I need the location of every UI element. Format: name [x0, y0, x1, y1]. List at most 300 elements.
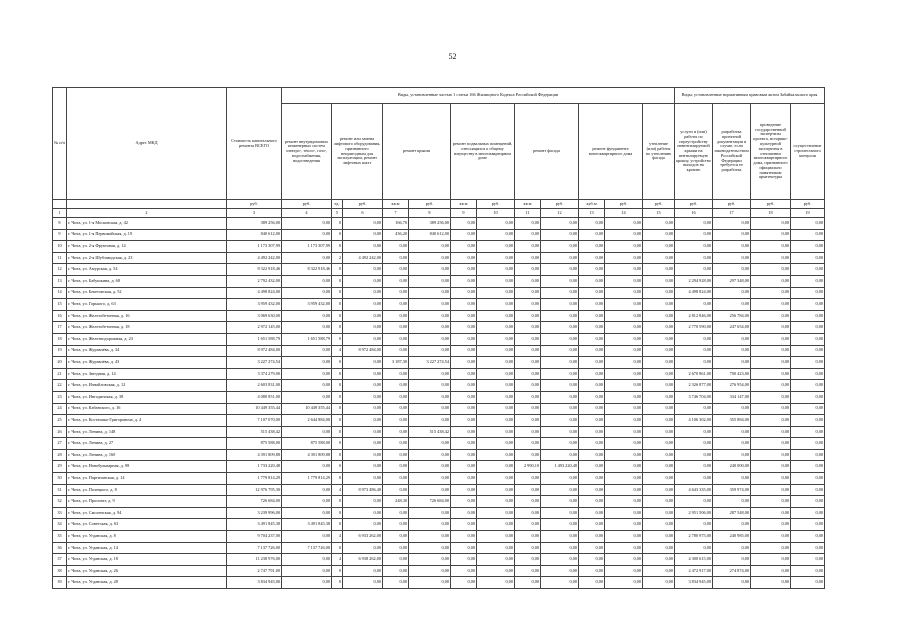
row-value: 0,00 [579, 461, 605, 473]
row-value: 0,00 [751, 461, 791, 473]
row-value: 0,00 [409, 484, 451, 496]
column-number: 18 [751, 209, 791, 218]
row-value: 4 643 335,00 [675, 484, 713, 496]
row-value: 0,00 [343, 507, 383, 519]
row-value: 0,00 [409, 531, 451, 543]
row-value: 0,00 [751, 357, 791, 369]
row-value: 0,00 [409, 252, 451, 264]
row-value: 0,00 [343, 275, 383, 287]
row-value: 0,00 [383, 275, 409, 287]
row-value: 0,00 [791, 368, 825, 380]
row-value: 0,00 [383, 368, 409, 380]
row-address: г. Чита, ул. Бекетовская, д. 52 [67, 287, 227, 299]
row-value: 0,00 [605, 275, 643, 287]
row-value: 0,00 [515, 252, 541, 264]
row-value: 0,00 [751, 415, 791, 427]
row-value: 0,00 [451, 461, 477, 473]
row-value: 0,00 [477, 403, 515, 415]
table-row [53, 542, 825, 554]
row-value: 8 973 486,40 [343, 484, 383, 496]
row-value: 0,00 [751, 426, 791, 438]
row-value: 0,00 [751, 577, 791, 589]
row-value: 0,00 [451, 322, 477, 334]
table-row [53, 368, 825, 380]
row-value: 0,00 [541, 391, 579, 403]
column-number: 10 [477, 209, 515, 218]
row-value: 0,00 [541, 449, 579, 461]
column-number: 12 [541, 209, 579, 218]
row-value: 0 [332, 426, 343, 438]
row-value: 0,00 [791, 299, 825, 311]
row-address: г. Чита, ул. Бабушкина, д. 68 [67, 275, 227, 287]
row-value: 0 [332, 264, 343, 276]
unit-label: руб. [227, 200, 282, 209]
row-value: 0,00 [541, 577, 579, 589]
row-value: 0,00 [541, 438, 579, 450]
row-number: 13 [53, 275, 67, 287]
header-group-federal: Виды, установленные частью 1 статьи 166 Жилищного Кодекса Российской Федерации [282, 88, 675, 104]
row-value: 1 733 220,48 [227, 461, 282, 473]
row-value: 0,00 [713, 554, 751, 566]
row-value: 0,00 [541, 275, 579, 287]
unit-label: руб. [541, 200, 579, 209]
row-value: 7 137 726,00 [282, 542, 332, 554]
row-value: 0,00 [541, 357, 579, 369]
row-value: 0,00 [383, 252, 409, 264]
row-value: 0,00 [477, 357, 515, 369]
row-value: 0,00 [282, 357, 332, 369]
row-value: 0 [332, 310, 343, 322]
row-value: 0,00 [515, 229, 541, 241]
row-value: 0,00 [282, 554, 332, 566]
row-value: 0,00 [579, 484, 605, 496]
row-number: 10 [53, 241, 67, 253]
header-address: Адрес МКД [67, 88, 227, 200]
row-number: 36 [53, 542, 67, 554]
row-number: 18 [53, 333, 67, 345]
row-value: 0,00 [791, 322, 825, 334]
column-number: 5 [332, 209, 343, 218]
row-value: 0,00 [409, 554, 451, 566]
row-value: 0,00 [383, 519, 409, 531]
row-value: 0,00 [383, 380, 409, 392]
row-value: 0,00 [713, 438, 751, 450]
row-value: 389 256,00 [227, 218, 282, 230]
row-value: 0,00 [409, 310, 451, 322]
row-value: 0,00 [751, 345, 791, 357]
row-value: 0,00 [675, 426, 713, 438]
row-value: 0,00 [751, 438, 791, 450]
row-value: 0,00 [451, 565, 477, 577]
row-value: 0,00 [579, 380, 605, 392]
row-value: 0,00 [713, 241, 751, 253]
row-value: 0,00 [477, 449, 515, 461]
row-value: 0,00 [383, 322, 409, 334]
row-value: 0,00 [791, 484, 825, 496]
row-value: 0,00 [541, 218, 579, 230]
row-value: 0 [332, 391, 343, 403]
units-cell-empty [67, 200, 227, 209]
row-value: 3 239 996,00 [227, 507, 282, 519]
row-value: 0,00 [751, 368, 791, 380]
row-value: 0,00 [579, 519, 605, 531]
row-value: 0,00 [791, 507, 825, 519]
header-elevator: ремонт или замена лифтового оборудования, признанного непригодным для эксплуатации, ремонт лифтовых шахт [332, 104, 383, 200]
row-value: 274 874,00 [713, 565, 751, 577]
row-value: 0,00 [675, 333, 713, 345]
row-value: 3 187,30 [383, 357, 409, 369]
row-value: 0,00 [515, 403, 541, 415]
row-value: 0,00 [579, 287, 605, 299]
row-value: 726 684,00 [409, 496, 451, 508]
row-value: 0,00 [751, 542, 791, 554]
row-value: 3 227 274,54 [227, 357, 282, 369]
row-value: 0,00 [713, 473, 751, 485]
table-row [53, 473, 825, 485]
row-value: 0,00 [477, 368, 515, 380]
row-value: 0,00 [791, 426, 825, 438]
row-value: 0,00 [282, 229, 332, 241]
row-value: 0,00 [541, 484, 579, 496]
column-number: 6 [343, 209, 383, 218]
row-value: 0,00 [579, 577, 605, 589]
row-value: 3 227 274,54 [409, 357, 451, 369]
row-value: 2 770 590,00 [675, 322, 713, 334]
row-value: 0,00 [751, 264, 791, 276]
row-value: 0,00 [579, 531, 605, 543]
row-value: 0,00 [675, 449, 713, 461]
row-address: г. Чита, ул. Угданская, д. 14 [67, 542, 227, 554]
header-pitched-roof: услуги и (или) работы по переустройству невентилируемой крыши на вентилируемую крышу, устройство выходов на кровлю [675, 104, 713, 200]
row-value: 0,00 [409, 287, 451, 299]
row-value: 0,00 [791, 531, 825, 543]
row-value: 0,00 [605, 229, 643, 241]
row-value: 0 [332, 229, 343, 241]
row-number: 26 [53, 426, 67, 438]
row-value: 0,00 [579, 554, 605, 566]
row-value: 2 670 861,00 [675, 368, 713, 380]
row-value: 0,00 [675, 299, 713, 311]
row-value: 0,00 [791, 229, 825, 241]
row-value: 0,00 [791, 449, 825, 461]
row-number: 14 [53, 287, 67, 299]
row-address: г. Чита, ул. Железобетонная, д. 16 [67, 310, 227, 322]
row-value: 0,00 [605, 391, 643, 403]
row-value: 0,00 [409, 391, 451, 403]
row-number: 39 [53, 577, 67, 589]
row-value: 0,00 [383, 565, 409, 577]
row-value: 0,00 [751, 531, 791, 543]
row-value: 0,00 [579, 310, 605, 322]
row-value: 0,00 [477, 507, 515, 519]
row-value: 0 [332, 357, 343, 369]
row-value: 875 588,00 [227, 438, 282, 450]
row-value: 4 [332, 345, 343, 357]
table-row [53, 218, 825, 230]
row-value: 0,00 [477, 310, 515, 322]
row-value: 0,00 [643, 496, 675, 508]
row-value: 4 391 809,88 [282, 449, 332, 461]
row-value: 0,00 [282, 252, 332, 264]
row-value: 0,00 [643, 461, 675, 473]
row-value: 0,00 [791, 415, 825, 427]
row-number: 37 [53, 554, 67, 566]
row-value: 0,00 [451, 496, 477, 508]
row-value: 0,00 [751, 449, 791, 461]
row-number: 12 [53, 264, 67, 276]
row-value: 0,00 [409, 345, 451, 357]
row-number: 29 [53, 461, 67, 473]
row-value: 0,00 [343, 310, 383, 322]
row-value: 0,00 [477, 519, 515, 531]
row-value: 0,00 [383, 299, 409, 311]
row-value: 0,00 [409, 333, 451, 345]
row-value: 0,00 [541, 507, 579, 519]
row-address: г. Чита, ул. Партизанская, д. 14 [67, 473, 227, 485]
row-value: 0,00 [675, 461, 713, 473]
row-value: 0 [332, 438, 343, 450]
row-address: г. Чита, ул. Угданская, д. 26 [67, 565, 227, 577]
row-value: 11 238 976,00 [227, 554, 282, 566]
row-value: 0,00 [751, 507, 791, 519]
row-value: 4 080 851,00 [227, 391, 282, 403]
row-value: 0,00 [579, 252, 605, 264]
row-value: 0,00 [675, 357, 713, 369]
row-value: 0,00 [643, 473, 675, 485]
row-value: 2 951 506,00 [675, 507, 713, 519]
row-value: 0,00 [343, 287, 383, 299]
column-number: 7 [383, 209, 409, 218]
row-value: 0,00 [477, 275, 515, 287]
row-value: 0,00 [343, 449, 383, 461]
row-value: 0,00 [409, 241, 451, 253]
row-value: 0,00 [643, 426, 675, 438]
row-value: 0,00 [643, 264, 675, 276]
row-value: 0,00 [477, 496, 515, 508]
table-row [53, 577, 825, 589]
row-value: 247 654,00 [713, 322, 751, 334]
row-value: 0,00 [579, 426, 605, 438]
row-value: 0,00 [541, 345, 579, 357]
row-value: 0,00 [383, 264, 409, 276]
row-value: 2 603 831,00 [227, 380, 282, 392]
row-value: 1 779 814,29 [282, 473, 332, 485]
row-number: 17 [53, 322, 67, 334]
row-value: 0,00 [409, 519, 451, 531]
row-value: 0,00 [579, 299, 605, 311]
row-value: 840 612,00 [409, 229, 451, 241]
row-value: 0,00 [675, 438, 713, 450]
row-address: г. Чита, ул. 1-я Первомайская, д. 19 [67, 229, 227, 241]
header-insulation: утепление (или) работы по утеплению фасада [643, 104, 675, 200]
row-value: 248,30 [383, 496, 409, 508]
row-value: 10 449 355,44 [282, 403, 332, 415]
unit-label: кв.м [383, 200, 409, 209]
table-row [53, 496, 825, 508]
row-value: 0,00 [451, 403, 477, 415]
row-value: 355 884,00 [713, 415, 751, 427]
row-value: 0,00 [477, 577, 515, 589]
row-value: 0 [332, 275, 343, 287]
unit-label: руб. [605, 200, 643, 209]
row-value: 0,00 [515, 380, 541, 392]
row-value: 0,00 [605, 554, 643, 566]
row-number: 27 [53, 438, 67, 450]
row-value: 0,00 [282, 461, 332, 473]
row-value: 6 933 262,00 [343, 531, 383, 543]
row-number: 9 [53, 229, 67, 241]
row-number: 34 [53, 519, 67, 531]
row-value: 436,20 [383, 229, 409, 241]
row-value: 0,00 [409, 542, 451, 554]
unit-label: руб. [409, 200, 451, 209]
row-value: 0,00 [477, 415, 515, 427]
unit-label: руб. [713, 200, 751, 209]
row-value: 240 985,00 [713, 531, 751, 543]
row-value: 297 348,00 [713, 275, 751, 287]
row-value: 0,00 [751, 403, 791, 415]
row-value: 0,00 [477, 333, 515, 345]
row-value: 0,00 [605, 519, 643, 531]
column-number: 14 [605, 209, 643, 218]
row-address: г. Чита, ул. Амурская, д. 54 [67, 264, 227, 276]
row-value: 0,00 [579, 473, 605, 485]
row-value: 9 704 237,00 [227, 531, 282, 543]
row-value: 0,00 [751, 391, 791, 403]
row-value: 0,00 [515, 275, 541, 287]
row-value: 0,00 [643, 449, 675, 461]
row-value: 0,00 [541, 322, 579, 334]
row-value: 0,00 [343, 357, 383, 369]
row-value: 0,00 [579, 415, 605, 427]
row-value: 0,00 [751, 380, 791, 392]
row-value: 0,00 [343, 333, 383, 345]
row-value: 0,00 [282, 507, 332, 519]
row-value: 0,00 [579, 241, 605, 253]
row-value: 0,00 [791, 554, 825, 566]
row-value: 7 107 070,00 [227, 415, 282, 427]
row-value: 0,00 [451, 542, 477, 554]
row-value: 0,00 [451, 531, 477, 543]
row-value: 0,00 [515, 287, 541, 299]
row-value: 0,00 [515, 322, 541, 334]
row-value: 0 [332, 507, 343, 519]
table-row [53, 391, 825, 403]
row-value: 7 137 726,00 [227, 542, 282, 554]
row-value: 0,00 [713, 218, 751, 230]
row-value: 0,00 [515, 333, 541, 345]
row-value: 0,00 [477, 241, 515, 253]
row-value: 0,00 [643, 565, 675, 577]
row-value: 0,00 [451, 438, 477, 450]
column-number: 16 [675, 209, 713, 218]
header-construction-control: осуществление строительного контроля [791, 104, 825, 200]
row-address: г. Чита, ул. 2-я Шубзаводская, д. 23 [67, 252, 227, 264]
row-address: г. Чита, ул. Смоленская, д. 94 [67, 507, 227, 519]
row-value: 0,00 [605, 461, 643, 473]
row-value: 0,00 [643, 391, 675, 403]
row-value: 0,00 [643, 531, 675, 543]
row-value: 0,00 [515, 438, 541, 450]
row-value: 0,00 [791, 380, 825, 392]
row-value: 0,00 [541, 287, 579, 299]
row-value: 0,00 [751, 241, 791, 253]
row-value: 2 780 975,00 [675, 531, 713, 543]
row-address: г. Чита, ул. Ленина, д. 160 [67, 449, 227, 461]
row-value: 0,00 [343, 577, 383, 589]
row-value: 0,00 [541, 229, 579, 241]
row-value: 0,00 [541, 380, 579, 392]
row-value: 0,00 [791, 461, 825, 473]
row-value: 0,00 [541, 531, 579, 543]
row-value: 0,00 [409, 322, 451, 334]
row-value: 0,00 [751, 287, 791, 299]
row-value: 0,00 [477, 299, 515, 311]
row-value: 4 300 615,00 [675, 554, 713, 566]
table-row [53, 531, 825, 543]
row-value: 0,00 [751, 554, 791, 566]
row-value: 0,00 [477, 565, 515, 577]
table-row [53, 333, 825, 345]
row-value: 0,00 [451, 449, 477, 461]
column-number: 15 [643, 209, 675, 218]
row-value: 0,00 [343, 229, 383, 241]
table-row [53, 287, 825, 299]
row-value: 0,00 [383, 531, 409, 543]
row-value: 8 972 484,00 [343, 345, 383, 357]
row-value: 1 173 307,99 [282, 241, 332, 253]
unit-label: ед. [332, 200, 343, 209]
column-number: 1 [53, 209, 67, 218]
row-value: 0,00 [751, 229, 791, 241]
row-value: 0,00 [751, 299, 791, 311]
row-address: г. Чита, ул. 2-я Фруктовая, д. 14 [67, 241, 227, 253]
header-num: № п/п [53, 88, 67, 200]
row-value: 0 [332, 333, 343, 345]
row-number: 15 [53, 299, 67, 311]
row-value: 0,00 [605, 218, 643, 230]
row-number: 30 [53, 473, 67, 485]
column-number: 8 [409, 209, 451, 218]
row-value: 0,00 [605, 438, 643, 450]
row-value: 0,00 [477, 473, 515, 485]
row-value: 700 423,00 [713, 368, 751, 380]
row-value: 0,00 [541, 241, 579, 253]
row-value: 0,00 [383, 484, 409, 496]
table-row [53, 415, 825, 427]
row-value: 0,00 [477, 554, 515, 566]
page-number: 52 [448, 52, 457, 61]
row-value: 840 612,00 [227, 229, 282, 241]
row-value: 0 [332, 415, 343, 427]
table-row [53, 345, 825, 357]
row-value: 4 492 242,00 [343, 252, 383, 264]
row-value: 0,00 [383, 473, 409, 485]
row-value: 0,00 [751, 473, 791, 485]
row-number: 32 [53, 496, 67, 508]
row-value: 0,00 [451, 287, 477, 299]
row-value: 0,00 [343, 473, 383, 485]
row-value: 0,00 [343, 322, 383, 334]
row-value: 0,00 [343, 565, 383, 577]
row-value: 0,00 [515, 565, 541, 577]
row-value: 0,00 [343, 415, 383, 427]
row-value: 0,00 [791, 496, 825, 508]
row-value: 0,00 [605, 345, 643, 357]
row-value: 0,00 [383, 333, 409, 345]
row-value: 0,00 [541, 473, 579, 485]
table-row [53, 554, 825, 566]
